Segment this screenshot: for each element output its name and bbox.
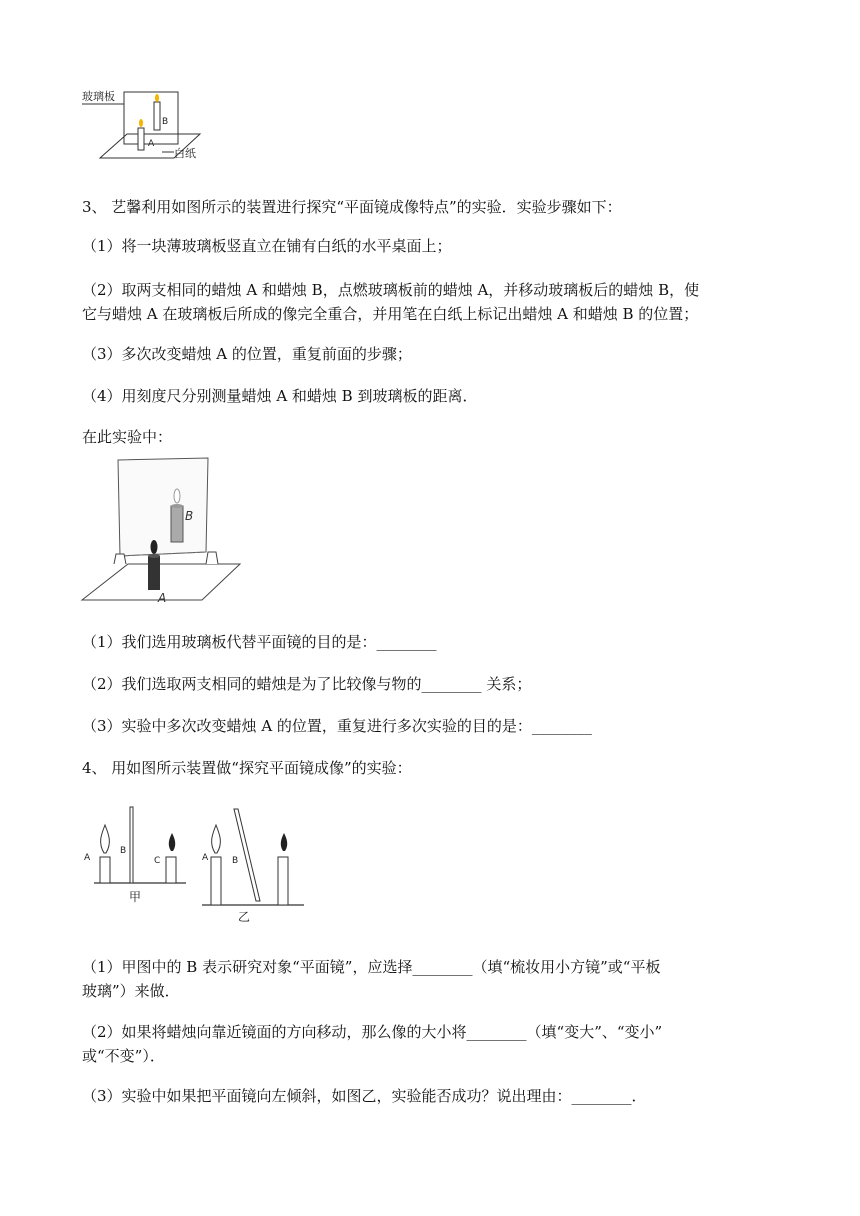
q4-question-2-cont: 或“不变”）．: [82, 1047, 165, 1065]
fig1-label-glass: 玻璃板: [82, 90, 115, 103]
q3-intro: 在此实验中：: [82, 428, 173, 446]
fig2-label-b: B: [185, 509, 194, 523]
fig3-yi: 乙: [238, 910, 251, 924]
q3-step-1: （1）将一块薄玻璃板竖直立在铺有白纸的水平桌面上；: [82, 237, 452, 255]
q4-question-3: （3）实验中如果把平面镜向左倾斜，如图乙，实验能否成功？说出理由：________．: [82, 1087, 647, 1105]
fig3-b-jia: B: [120, 846, 127, 856]
q4-question-1-cont: 玻璃”）来做．: [82, 982, 180, 1000]
fig1-label-a: A: [148, 139, 155, 149]
q3-question-3: （3）实验中多次改变蜡烛 A 的位置，重复进行多次实验的目的是：________: [82, 717, 592, 735]
q3-step-2: （2）取两支相同的蜡烛 A 和蜡烛 B，点燃玻璃板前的蜡烛 A，并移动玻璃板后的蜡烛 B，使: [82, 281, 700, 299]
fig2-label-a: A: [158, 591, 167, 605]
fig3-a-jia: A: [84, 853, 91, 863]
fig3-b-yi: B: [232, 856, 239, 866]
q4-question-2: （2）如果将蜡烛向靠近镜面的方向移动，那么像的大小将________（填“变大”、“变小”: [82, 1023, 663, 1041]
fig3-c-jia: C: [154, 856, 161, 866]
q4-heading: 4、 用如图所示装置做“探究平面镜成像”的实验：: [82, 759, 412, 777]
figure-glass-plate-setup: [82, 86, 212, 166]
q3-heading: 3、 艺馨利用如图所示的装置进行探究“平面镜成像特点”的实验．实验步骤如下：: [82, 198, 622, 216]
figure-candle-experiment: [80, 452, 250, 604]
q3-question-2: （2）我们选取两支相同的蜡烛是为了比较像与物的________ 关系；: [82, 675, 532, 693]
fig1-label-paper: 白纸: [174, 147, 196, 160]
q3-step-3: （3）多次改变蜡烛 A 的位置，重复前面的步骤；: [82, 345, 412, 363]
fig3-jia: 甲: [129, 890, 142, 904]
fig1-label-b: B: [162, 117, 169, 127]
q3-step-4: （4）用刻度尺分别测量蜡烛 A 和蜡烛 B 到玻璃板的距离．: [82, 387, 478, 405]
q3-question-1: （1）我们选用玻璃板代替平面镜的目的是：________: [82, 633, 437, 651]
fig3-a-yi: A: [202, 853, 209, 863]
figure-mirror-jia-yi: [82, 805, 308, 924]
q4-question-1: （1）甲图中的 B 表示研究对象“平面镜”，应选择________（填“梳妆用小方镜”或“平板: [82, 958, 661, 976]
q3-step-2-cont: 它与蜡烛 A 在玻璃板后所成的像完全重合，并用笔在白纸上标记出蜡烛 A 和蜡烛 B 的位置；: [82, 305, 699, 323]
